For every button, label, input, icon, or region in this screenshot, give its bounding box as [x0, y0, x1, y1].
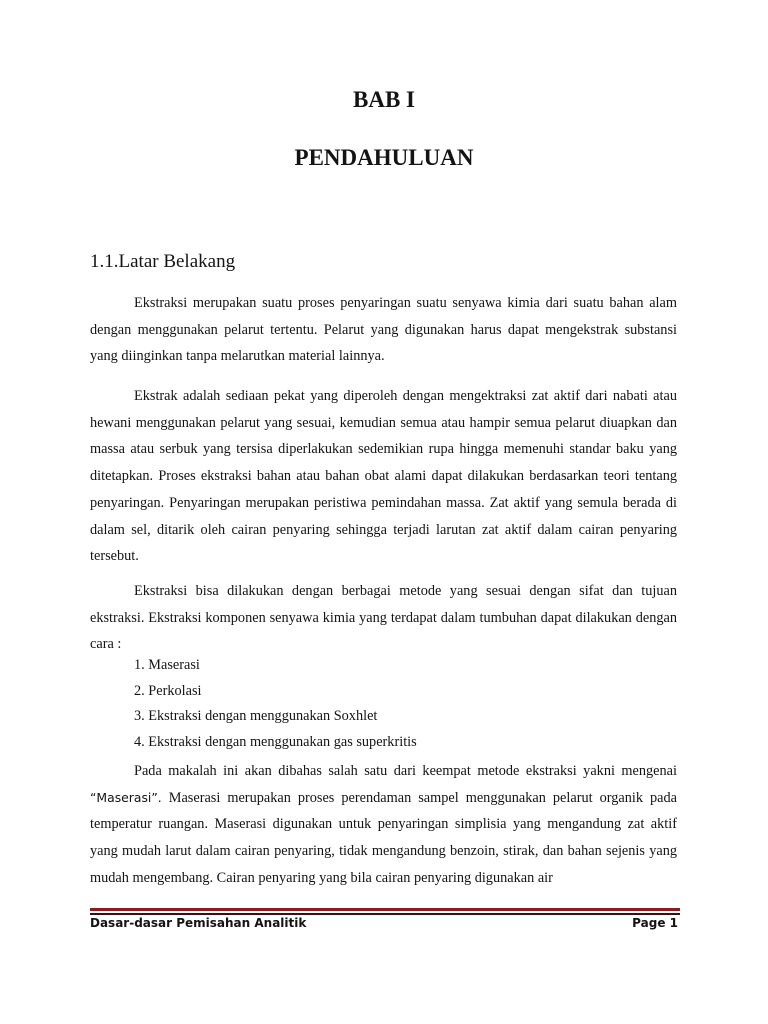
list-item: 4. Ekstraksi dengan menggunakan gas superkritis — [134, 733, 417, 750]
footer-title: Dasar-dasar Pemisahan Analitik — [90, 916, 307, 930]
paragraph-1: Ekstraksi merupakan suatu proses penyaringan suatu senyawa kimia dari suatu bahan alam dengan menggunakan pelarut tertentu. Pelarut yang digunakan harus dapat mengekstrak substansi yang diinginkan tanpa melarutkan material lainnya. — [90, 295, 677, 365]
page-number: Page 1 — [632, 916, 678, 930]
quoted-term: “Maserasi”. — [90, 789, 162, 805]
list-item: 1. Maserasi — [134, 657, 200, 673]
paragraph-4 — [90, 758, 677, 892]
footer-rule-thin — [90, 913, 680, 915]
list-item: 2. Perkolasi — [134, 682, 202, 699]
footer-rule-thick — [90, 908, 680, 911]
paragraph-4-body: Maserasi merupakan proses perendaman sampel menggunakan pelarut organik pada temperatur ruangan. Maserasi digunakan untuk penyaringan simplisia yang mengandung zat aktif yang mudah larut dalam cairan penyaring, tidak mengandung benzoin, stirak, dan bahan sejenis yang mudah mengembang. Cairan penyaring yang bila cairan penyaring digunakan air — [90, 789, 677, 886]
section-heading: 1.1.Latar Belakang — [90, 251, 236, 272]
list-item: 3. Ekstraksi dengan menggunakan Soxhlet — [134, 708, 378, 724]
paragraph-4-intro: Pada makalah ini akan dibahas salah satu dari keempat metode ekstraksi yakni mengenai — [134, 763, 677, 779]
paragraph-3: Ekstraksi bisa dilakukan dengan berbagai metode yang sesuai dengan sifat dan tujuan ekstraksi. Ekstraksi komponen senyawa kimia yang terdapat dalam tumbuhan dapat dilakukan dengan cara : — [90, 583, 677, 653]
chapter-title: PENDAHULUAN — [294, 145, 474, 170]
chapter-number: BAB I — [353, 87, 415, 112]
methods-list — [134, 653, 417, 755]
paragraph-2: Ekstrak adalah sediaan pekat yang diperoleh dengan mengektraksi zat aktif dari nabati atau hewani menggunakan pelarut yang sesuai, kemudian semua atau hampir semua pelarut diuapkan dan massa atau serbuk yang tersisa diperlakukan sedemikian rupa hingga memenuhi standar baku yang ditetapkan. Proses ekstraksi bahan atau bahan obat alami dapat dilakukan berdasarkan teori tentang penyaringan. Penyaringan merupakan peristiwa pemindahan massa. Zat aktif yang semula berada di dalam sel, ditarik oleh cairan penyaring sehingga terjadi larutan zat aktif dalam cairan penyaring tersebut. — [90, 388, 677, 565]
